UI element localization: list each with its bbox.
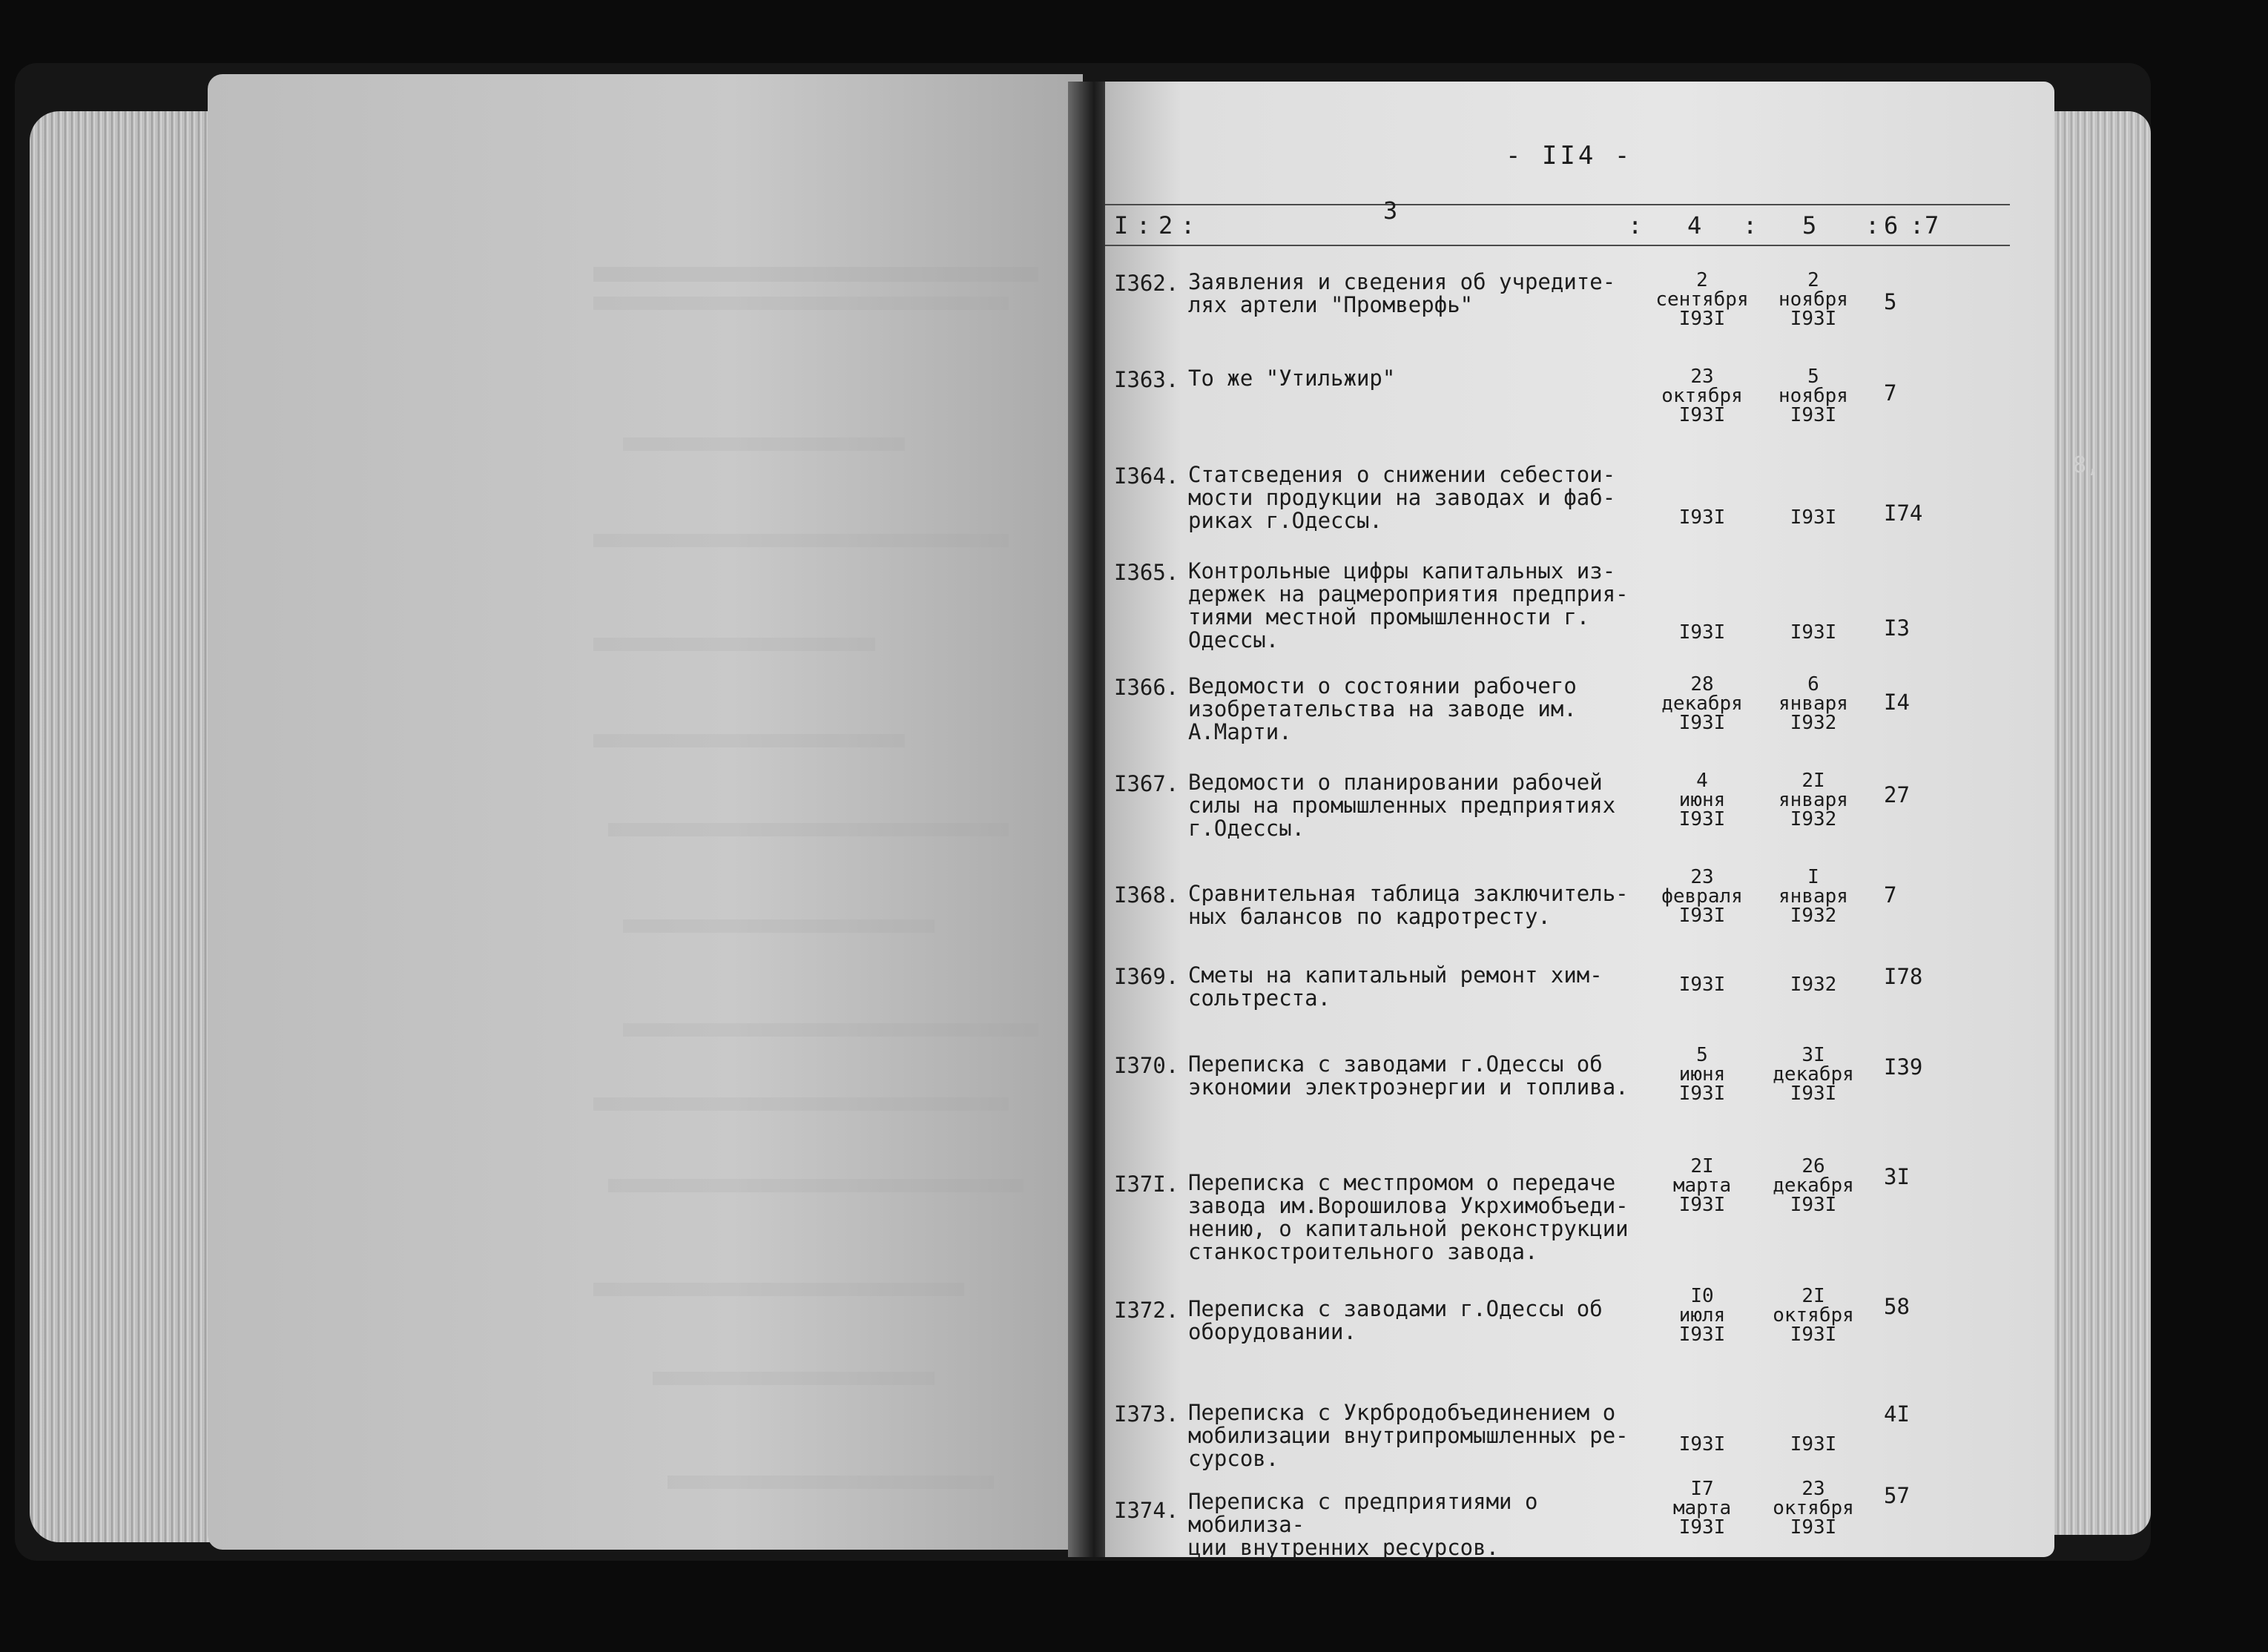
left-page	[208, 74, 1083, 1550]
header-col-7: 7	[1925, 211, 1939, 239]
entry-start-date: 23 октября I93I	[1661, 366, 1743, 426]
margin-mark: 8,	[2073, 452, 2100, 478]
entry-title: Сравнительная таблица заключитель- ных балансов по кадротресту.	[1188, 881, 1629, 929]
entry-sheet-count: I39	[1884, 1054, 1923, 1080]
header-bottom-rule	[1105, 245, 2010, 246]
entry-start-date: 4 июня I93I	[1678, 770, 1726, 830]
page-number: - II4 -	[1506, 141, 1633, 171]
entry-title: Ведомости о планировании рабочей силы на промышленных предприятиях г.Одессы.	[1188, 770, 1616, 841]
header-col-5: 5	[1802, 211, 1817, 239]
entry-sheet-count: I78	[1884, 964, 1923, 989]
entry-end-date: I января I932	[1779, 866, 1848, 927]
entry-end-date: 6 января I932	[1779, 673, 1848, 734]
entry-number: I367.	[1114, 771, 1179, 796]
entry-end-date: 2 ноября I93I	[1779, 269, 1848, 330]
header-separator: :	[1628, 211, 1643, 239]
entry-number: I362.	[1114, 271, 1179, 296]
entry-start-date: I93I	[1678, 1433, 1726, 1456]
header-separator: :	[1865, 211, 1880, 239]
entry-title: Сметы на капитальный ремонт хим- сольтреста.	[1188, 962, 1603, 1011]
entry-title: Переписка с Укрбродобъединением о мобилизации внутрипромышленных ре- сурсов.	[1188, 1400, 1629, 1471]
right-page	[1105, 82, 2054, 1560]
header-col-2: 2	[1158, 211, 1173, 239]
entry-title: Контрольные цифры капитальных из- держек на рацмероприятия предприя- тиями местной промышленности г. Одессы.	[1188, 558, 1629, 652]
entry-sheet-count: 58	[1884, 1294, 1910, 1319]
entry-number: I369.	[1114, 964, 1179, 989]
entry-start-date: 5 июня I93I	[1678, 1044, 1726, 1105]
entry-title: Переписка с местпромом о передаче завода им.Ворошилова Укрхимобъеди- нению, о капитальной реконструкции станкостроительного завода.	[1188, 1170, 1629, 1264]
entry-title: Переписка с заводами г.Одессы об экономии электроэнергии и топлива.	[1188, 1051, 1629, 1100]
entry-end-date: I932	[1790, 974, 1837, 996]
entry-title: Переписка с предприятиями о мобилиза- ции внутренних ресурсов.	[1188, 1489, 1538, 1560]
header-separator: :	[1136, 211, 1151, 239]
header-col-6: 6	[1884, 211, 1899, 239]
entry-sheet-count: 27	[1884, 782, 1910, 807]
entry-number: I368.	[1114, 882, 1179, 908]
entry-number: I37I.	[1114, 1172, 1179, 1197]
entry-number: I364.	[1114, 463, 1179, 489]
header-separator: :	[1181, 211, 1196, 239]
entry-title: Ведомости о состоянии рабочего изобретательства на заводе им. А.Марти.	[1188, 673, 1577, 744]
entry-sheet-count: 7	[1884, 380, 1897, 406]
entry-end-date: 5 ноября I93I	[1779, 366, 1848, 426]
entry-sheet-count: 57	[1884, 1483, 1910, 1508]
entry-end-date: I93I	[1790, 1433, 1837, 1456]
header-col-1: I	[1114, 211, 1129, 239]
entry-sheet-count: 7	[1884, 882, 1897, 908]
entry-end-date: I93I	[1790, 621, 1837, 644]
entry-start-date: 23 февраля I93I	[1661, 866, 1743, 927]
entry-sheet-count: I74	[1884, 500, 1923, 526]
entry-end-date: 26 декабря I93I	[1773, 1155, 1854, 1216]
entry-start-date: I0 июля I93I	[1678, 1285, 1726, 1346]
entry-number: I373.	[1114, 1401, 1179, 1427]
entry-number: I372.	[1114, 1298, 1179, 1323]
entry-end-date: I93I	[1790, 506, 1837, 529]
header-col-3: 3	[1383, 196, 1398, 225]
entry-start-date: 28 декабря I93I	[1661, 673, 1743, 734]
entry-sheet-count: 5	[1884, 289, 1897, 314]
entry-sheet-count: I4	[1884, 690, 1910, 715]
entry-start-date: 2 сентября I93I	[1655, 269, 1749, 330]
entry-number: I363.	[1114, 367, 1179, 392]
header-separator: :	[1743, 211, 1758, 239]
entry-sheet-count: I3	[1884, 615, 1910, 641]
entry-end-date: 23 октября I93I	[1773, 1478, 1854, 1539]
entry-end-date: 2I октября I93I	[1773, 1285, 1854, 1346]
entry-start-date: 2I марта I93I	[1672, 1155, 1732, 1216]
header-top-rule	[1105, 204, 2010, 205]
entry-title: Заявления и сведения об учредите- лях артели "Промверфь"	[1188, 269, 1616, 317]
left-page-edges	[30, 111, 222, 1542]
entry-number: I374.	[1114, 1498, 1179, 1523]
entry-sheet-count: 4I	[1884, 1401, 1910, 1427]
entry-number: I366.	[1114, 675, 1179, 700]
header-col-4: 4	[1687, 211, 1702, 239]
entry-title: Статсведения о снижении себестои- мости продукции на заводах и фаб- риках г.Одессы.	[1188, 462, 1616, 533]
entry-start-date: I7 марта I93I	[1672, 1478, 1732, 1539]
bleed-through-text	[208, 74, 1083, 1550]
entry-start-date: I93I	[1678, 974, 1726, 996]
entry-sheet-count: 3I	[1884, 1164, 1910, 1189]
entry-start-date: I93I	[1678, 621, 1726, 644]
entry-start-date: I93I	[1678, 506, 1726, 529]
entry-end-date: 3I декабря I93I	[1773, 1044, 1854, 1105]
entry-title: То же "Утильжир"	[1188, 366, 1396, 391]
header-separator: :	[1910, 211, 1925, 239]
entry-title: Переписка с заводами г.Одессы об оборудовании.	[1188, 1296, 1603, 1344]
entry-number: I370.	[1114, 1053, 1179, 1078]
entry-number: I365.	[1114, 560, 1179, 585]
entry-end-date: 2I января I932	[1779, 770, 1848, 830]
